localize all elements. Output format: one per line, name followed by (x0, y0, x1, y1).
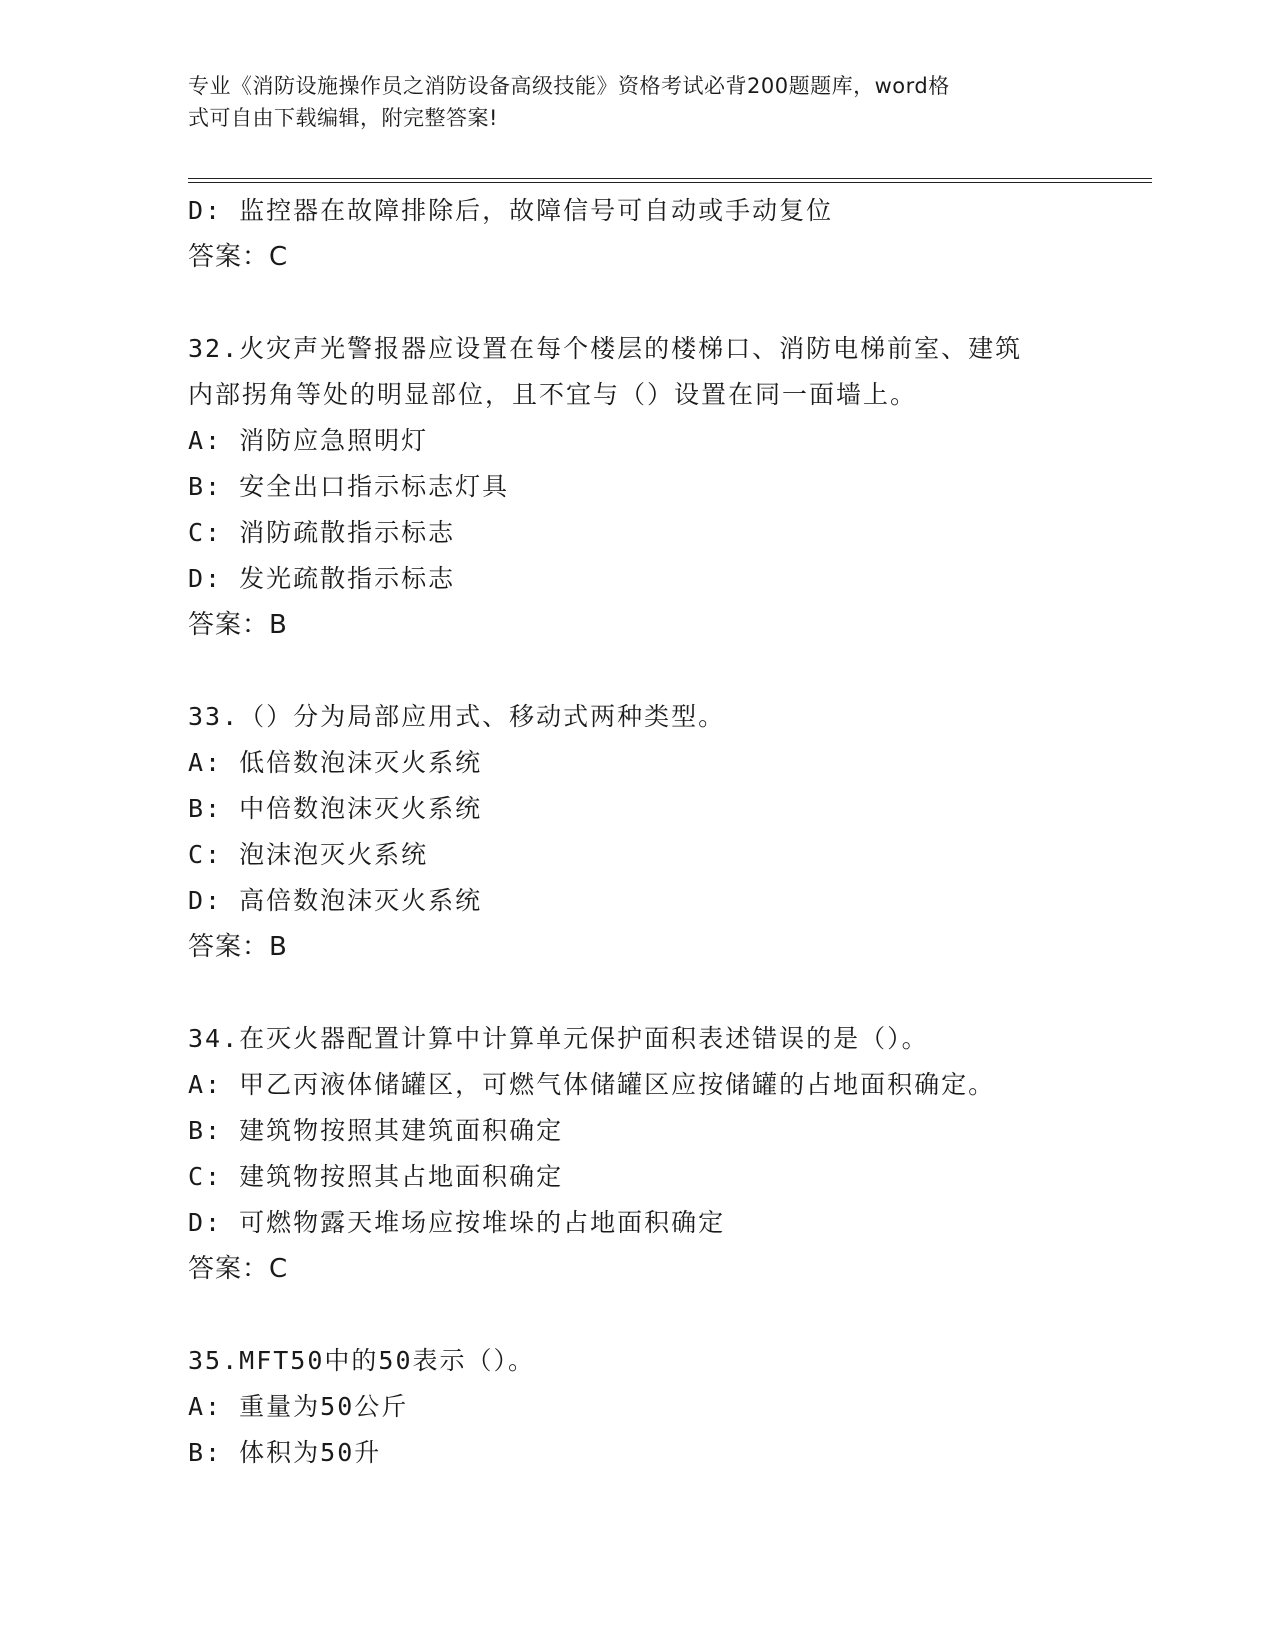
option-d: D: 高倍数泡沫灭火系统 (188, 886, 483, 915)
question-text: 34.在灭火器配置计算中计算单元保护面积表述错误的是（）。 (188, 1024, 929, 1053)
question-text: 35.MFT50中的50表示（）。 (188, 1346, 536, 1375)
spacer (188, 1292, 1088, 1338)
spacer (188, 280, 1088, 326)
option-b: B: 建筑物按照其建筑面积确定 (188, 1116, 564, 1145)
option-c: C: 泡沫泡灭火系统 (188, 840, 429, 869)
option-a: A: 甲乙丙液体储罐区，可燃气体储罐区应按储罐的占地面积确定。 (188, 1070, 996, 1099)
spacer (188, 648, 1088, 694)
question-block-31-tail (188, 188, 1088, 280)
question-list (188, 188, 1088, 1476)
option-d: D: 监控器在故障排除后，故障信号可自动或手动复位 (188, 196, 834, 225)
answer-label: 答案：B (188, 932, 288, 962)
question-text: 33.（）分为局部应用式、移动式两种类型。 (188, 702, 726, 731)
option-c: C: 消防疏散指示标志 (188, 518, 456, 547)
option-d: D: 发光疏散指示标志 (188, 564, 456, 593)
answer-label: 答案：C (188, 242, 289, 272)
answer-label: 答案：B (188, 610, 288, 640)
option-a: A: 重量为50公斤 (188, 1392, 409, 1421)
question-block-35 (188, 1338, 1088, 1476)
spacer (188, 970, 1088, 1016)
option-a: A: 低倍数泡沫灭火系统 (188, 748, 483, 777)
option-b: B: 体积为50升 (188, 1438, 382, 1467)
question-block-34 (188, 1016, 1088, 1292)
header-divider-bottom (188, 182, 1152, 183)
question-block-33 (188, 694, 1088, 970)
question-text: 32.火灾声光警报器应设置在每个楼层的楼梯口、消防电梯前室、建筑 (188, 334, 1023, 363)
document-header (188, 70, 1068, 134)
option-c: C: 建筑物按照其占地面积确定 (188, 1162, 564, 1191)
option-b: B: 中倍数泡沫灭火系统 (188, 794, 483, 823)
option-b: B: 安全出口指示标志灯具 (188, 472, 510, 501)
question-text-continued: 内部拐角等处的明显部位，且不宜与（）设置在同一面墙上。 (188, 380, 918, 409)
question-block-32 (188, 326, 1088, 648)
option-d: D: 可燃物露天堆场应按堆垛的占地面积确定 (188, 1208, 726, 1237)
header-line-1: 专业《消防设施操作员之消防设备高级技能》资格考试必背200题题库，word格 (188, 74, 950, 98)
option-a: A: 消防应急照明灯 (188, 426, 429, 455)
answer-label: 答案：C (188, 1254, 289, 1284)
header-line-2: 式可自由下载编辑，附完整答案! (188, 106, 498, 130)
header-divider-top (188, 178, 1152, 179)
